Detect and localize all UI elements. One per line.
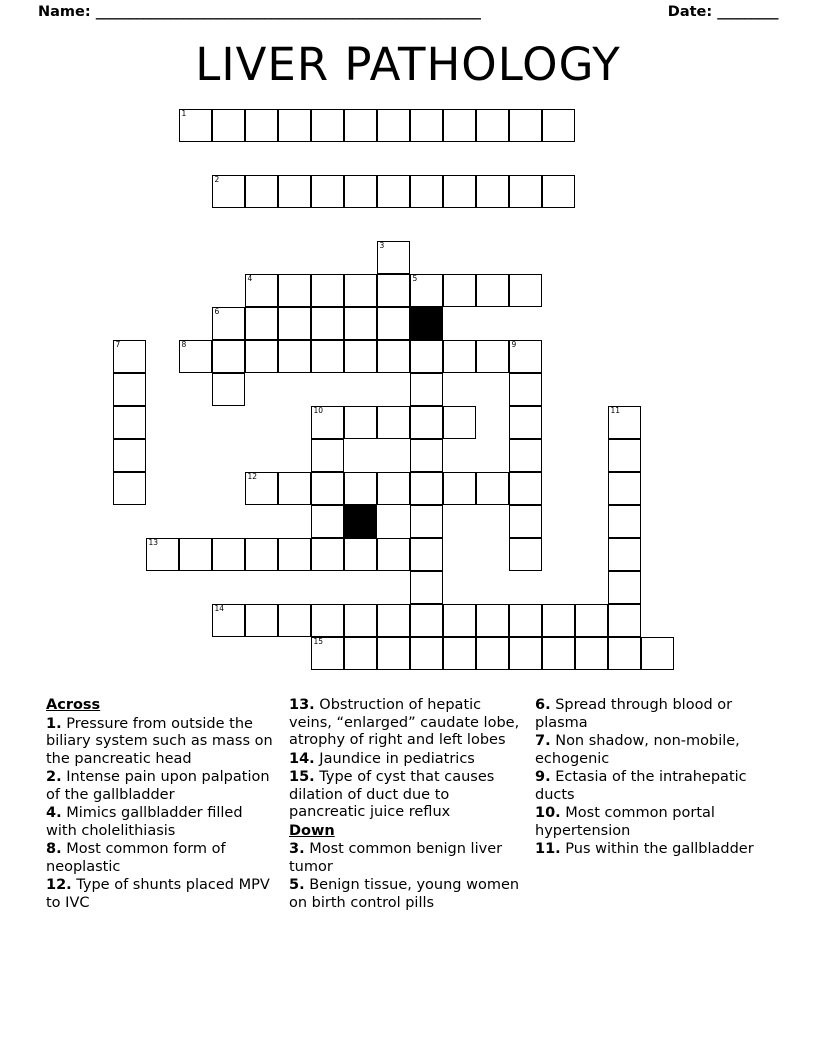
grid-cell[interactable]: [410, 373, 443, 406]
grid-cell[interactable]: [476, 109, 509, 142]
grid-cell[interactable]: [377, 538, 410, 571]
clue-number: 5.: [289, 877, 305, 893]
page-title: LIVER PATHOLOGY: [195, 38, 621, 91]
grid-cell[interactable]: [410, 439, 443, 472]
grid-block: [344, 505, 377, 538]
grid-cell[interactable]: [113, 439, 146, 472]
grid-cell[interactable]: [443, 406, 476, 439]
grid-cell[interactable]: [212, 307, 245, 340]
grid-cell[interactable]: [146, 538, 179, 571]
clue-number: 8.: [46, 841, 62, 857]
clue-across-13: [289, 697, 523, 750]
grid-cell[interactable]: [344, 274, 377, 307]
grid-cell[interactable]: [377, 175, 410, 208]
grid-cell[interactable]: [344, 406, 377, 439]
grid-cell[interactable]: [245, 109, 278, 142]
clue-text: Mimics gallbladder filled with cholelithiasis: [46, 805, 243, 839]
clue-down-5: [289, 877, 523, 912]
clue-number: 1.: [46, 715, 62, 732]
clue-list: [46, 697, 776, 913]
grid-cell-number: 3: [379, 241, 385, 250]
grid-cell[interactable]: [641, 637, 674, 670]
grid-cell[interactable]: [311, 439, 344, 472]
grid-cell[interactable]: [410, 109, 443, 142]
clue-number: 6.: [535, 697, 551, 713]
grid-cell-number: 11: [610, 406, 621, 415]
grid-cell[interactable]: [344, 637, 377, 670]
grid-cell[interactable]: [608, 505, 641, 538]
grid-cell[interactable]: [410, 406, 443, 439]
down-heading: Down: [289, 822, 335, 839]
grid-cell-number: 2: [214, 175, 220, 184]
grid-cell[interactable]: [608, 472, 641, 505]
grid-cell[interactable]: [113, 373, 146, 406]
clue-down-3: [289, 841, 523, 876]
grid-cell[interactable]: [608, 406, 641, 439]
grid-cell[interactable]: [575, 604, 608, 637]
grid-cell[interactable]: [344, 175, 377, 208]
grid-cell[interactable]: [608, 637, 641, 670]
grid-cell[interactable]: [311, 109, 344, 142]
grid-cell[interactable]: [377, 241, 410, 274]
date-write-in-line[interactable]: _________: [717, 4, 778, 20]
grid-cell[interactable]: [278, 307, 311, 340]
across-heading: Across: [46, 697, 101, 713]
grid-cell[interactable]: [410, 604, 443, 637]
clue-across-1: [46, 716, 277, 769]
grid-cell[interactable]: [509, 505, 542, 538]
grid-cell[interactable]: [278, 604, 311, 637]
grid-cell-number: 12: [247, 472, 258, 481]
grid-cell[interactable]: [212, 175, 245, 208]
grid-cell-number: 8: [181, 340, 187, 349]
grid-cell[interactable]: [212, 538, 245, 571]
grid-cell[interactable]: [278, 538, 311, 571]
grid-cell[interactable]: [443, 637, 476, 670]
grid-cell[interactable]: [476, 472, 509, 505]
grid-cell[interactable]: [476, 340, 509, 373]
grid-cell[interactable]: [509, 175, 542, 208]
grid-cell[interactable]: [344, 472, 377, 505]
grid-cell-number: 5: [412, 274, 418, 283]
grid-cell[interactable]: [509, 373, 542, 406]
grid-cell[interactable]: [377, 604, 410, 637]
grid-cell[interactable]: [212, 604, 245, 637]
clue-text: Pressure from outside the biliary system such as mass on the pancreatic head: [46, 715, 273, 767]
clue-down-11: [535, 841, 764, 859]
grid-cell[interactable]: [278, 274, 311, 307]
grid-cell[interactable]: [443, 472, 476, 505]
clue-text: Spread through blood or plasma: [535, 697, 733, 731]
grid-cell-number: 6: [214, 307, 220, 316]
clue-number: 15.: [289, 769, 315, 785]
grid-cell[interactable]: [311, 340, 344, 373]
grid-cell-number: 9: [511, 340, 517, 349]
clue-number: 2.: [46, 769, 62, 785]
grid-cell[interactable]: [608, 571, 641, 604]
grid-cell[interactable]: [410, 538, 443, 571]
grid-cell[interactable]: [542, 637, 575, 670]
grid-cell[interactable]: [245, 340, 278, 373]
grid-cell[interactable]: [245, 175, 278, 208]
grid-cell[interactable]: [311, 604, 344, 637]
clue-across-2: [46, 769, 277, 804]
grid-cell[interactable]: [377, 637, 410, 670]
grid-cell[interactable]: [311, 505, 344, 538]
grid-cell[interactable]: [575, 637, 608, 670]
grid-cell[interactable]: [509, 406, 542, 439]
grid-cell[interactable]: [311, 175, 344, 208]
clue-across-14: [289, 751, 523, 769]
grid-cell[interactable]: [509, 109, 542, 142]
grid-cell[interactable]: [509, 472, 542, 505]
grid-cell[interactable]: [443, 604, 476, 637]
grid-cell-number: 4: [247, 274, 253, 283]
clue-number: 7.: [535, 733, 551, 749]
grid-cell[interactable]: [344, 538, 377, 571]
clue-number: 12.: [46, 877, 72, 893]
grid-cell[interactable]: [278, 109, 311, 142]
clue-down-10: [535, 805, 764, 840]
grid-cell[interactable]: [443, 274, 476, 307]
clue-text: Non shadow, non-mobile, echogenic: [535, 733, 740, 767]
grid-cell[interactable]: [344, 307, 377, 340]
grid-cell[interactable]: [377, 340, 410, 373]
grid-cell[interactable]: [311, 274, 344, 307]
name-label: Name:: [38, 4, 91, 20]
grid-cell[interactable]: [509, 637, 542, 670]
clue-across-12: [46, 877, 277, 912]
grid-cell[interactable]: [476, 175, 509, 208]
grid-cell[interactable]: [542, 175, 575, 208]
clue-across-4: [46, 805, 277, 840]
grid-cell-number: 13: [148, 538, 159, 547]
clue-number: 10.: [535, 805, 561, 821]
clue-number: 14.: [289, 750, 315, 767]
grid-cell[interactable]: [509, 439, 542, 472]
clue-number: 4.: [46, 805, 62, 821]
clue-text: Most common portal hypertension: [535, 805, 715, 839]
grid-cell[interactable]: [113, 406, 146, 439]
clue-across-8: [46, 841, 277, 876]
clue-column-3: [535, 697, 776, 913]
grid-cell[interactable]: [542, 109, 575, 142]
grid-cell[interactable]: [344, 604, 377, 637]
clue-column-2: [289, 697, 535, 913]
clue-text: Benign tissue, young women on birth control pills: [289, 877, 520, 911]
grid-cell[interactable]: [344, 109, 377, 142]
grid-cell[interactable]: [509, 274, 542, 307]
grid-cell[interactable]: [377, 307, 410, 340]
grid-block: [410, 307, 443, 340]
grid-cell[interactable]: [410, 175, 443, 208]
grid-cell[interactable]: [212, 340, 245, 373]
grid-cell[interactable]: [311, 637, 344, 670]
clue-down-7: [535, 733, 764, 768]
grid-cell[interactable]: [509, 340, 542, 373]
grid-cell[interactable]: [608, 604, 641, 637]
grid-cell[interactable]: [377, 109, 410, 142]
clue-text: Ectasia of the intrahepatic ducts: [535, 769, 747, 803]
grid-cell[interactable]: [410, 637, 443, 670]
grid-cell[interactable]: [443, 175, 476, 208]
grid-cell[interactable]: [245, 538, 278, 571]
grid-cell[interactable]: [278, 340, 311, 373]
grid-cell[interactable]: [245, 307, 278, 340]
grid-cell[interactable]: [212, 373, 245, 406]
clue-down-9: [535, 769, 764, 804]
grid-cell[interactable]: [608, 439, 641, 472]
grid-cell-number: 7: [115, 340, 121, 349]
grid-cell[interactable]: [542, 604, 575, 637]
grid-cell[interactable]: [179, 538, 212, 571]
grid-cell[interactable]: [410, 340, 443, 373]
grid-cell[interactable]: [443, 340, 476, 373]
clue-across-15: [289, 769, 523, 822]
grid-cell-number: 15: [313, 637, 324, 646]
grid-cell[interactable]: [410, 505, 443, 538]
clue-down-6: [535, 697, 764, 732]
grid-cell[interactable]: [377, 274, 410, 307]
grid-cell[interactable]: [212, 109, 245, 142]
clue-text: Pus within the gallbladder: [565, 841, 754, 857]
clue-text: Most common benign liver tumor: [289, 841, 503, 875]
grid-cell[interactable]: [476, 637, 509, 670]
clue-number: 9.: [535, 769, 551, 785]
grid-cell[interactable]: [179, 109, 212, 142]
grid-cell[interactable]: [179, 340, 212, 373]
grid-cell[interactable]: [608, 538, 641, 571]
grid-cell[interactable]: [311, 472, 344, 505]
clue-number: 11.: [535, 841, 561, 857]
grid-cell-number: 14: [214, 604, 225, 613]
grid-cell[interactable]: [311, 538, 344, 571]
grid-cell[interactable]: [311, 307, 344, 340]
clue-text: Jaundice in pediatrics: [319, 750, 475, 767]
grid-cell[interactable]: [410, 274, 443, 307]
grid-cell[interactable]: [443, 109, 476, 142]
clue-text: Most common form of neoplastic: [46, 841, 226, 875]
grid-cell[interactable]: [377, 406, 410, 439]
grid-cell[interactable]: [278, 175, 311, 208]
grid-cell[interactable]: [476, 604, 509, 637]
grid-cell[interactable]: [245, 472, 278, 505]
clue-text: Type of cyst that causes dilation of duct due to pancreatic juice reflux: [289, 769, 495, 820]
grid-cell[interactable]: [311, 406, 344, 439]
clue-column-1: [46, 697, 289, 913]
grid-cell[interactable]: [344, 340, 377, 373]
grid-cell[interactable]: [476, 274, 509, 307]
clue-text: Intense pain upon palpation of the gallbladder: [46, 769, 270, 803]
grid-cell-number: 1: [181, 109, 187, 118]
clue-text: Obstruction of hepatic veins, “enlarged” caudate lobe, atrophy of right and left lobes: [289, 697, 520, 748]
clue-text: Type of shunts placed MPV to IVC: [46, 877, 270, 911]
grid-cell[interactable]: [509, 604, 542, 637]
date-label: Date:: [667, 4, 713, 20]
clue-number: 3.: [289, 841, 305, 857]
grid-cell-number: 10: [313, 406, 324, 415]
grid-cell[interactable]: [245, 274, 278, 307]
clue-number: 13.: [289, 697, 315, 713]
grid-cell[interactable]: [410, 571, 443, 604]
grid-cell[interactable]: [113, 340, 146, 373]
grid-cell[interactable]: [245, 604, 278, 637]
grid-cell[interactable]: [410, 472, 443, 505]
grid-cell[interactable]: [377, 472, 410, 505]
grid-cell[interactable]: [113, 472, 146, 505]
grid-cell[interactable]: [278, 472, 311, 505]
grid-cell[interactable]: [509, 538, 542, 571]
name-write-in-line[interactable]: _________________________________________________________: [95, 4, 481, 20]
